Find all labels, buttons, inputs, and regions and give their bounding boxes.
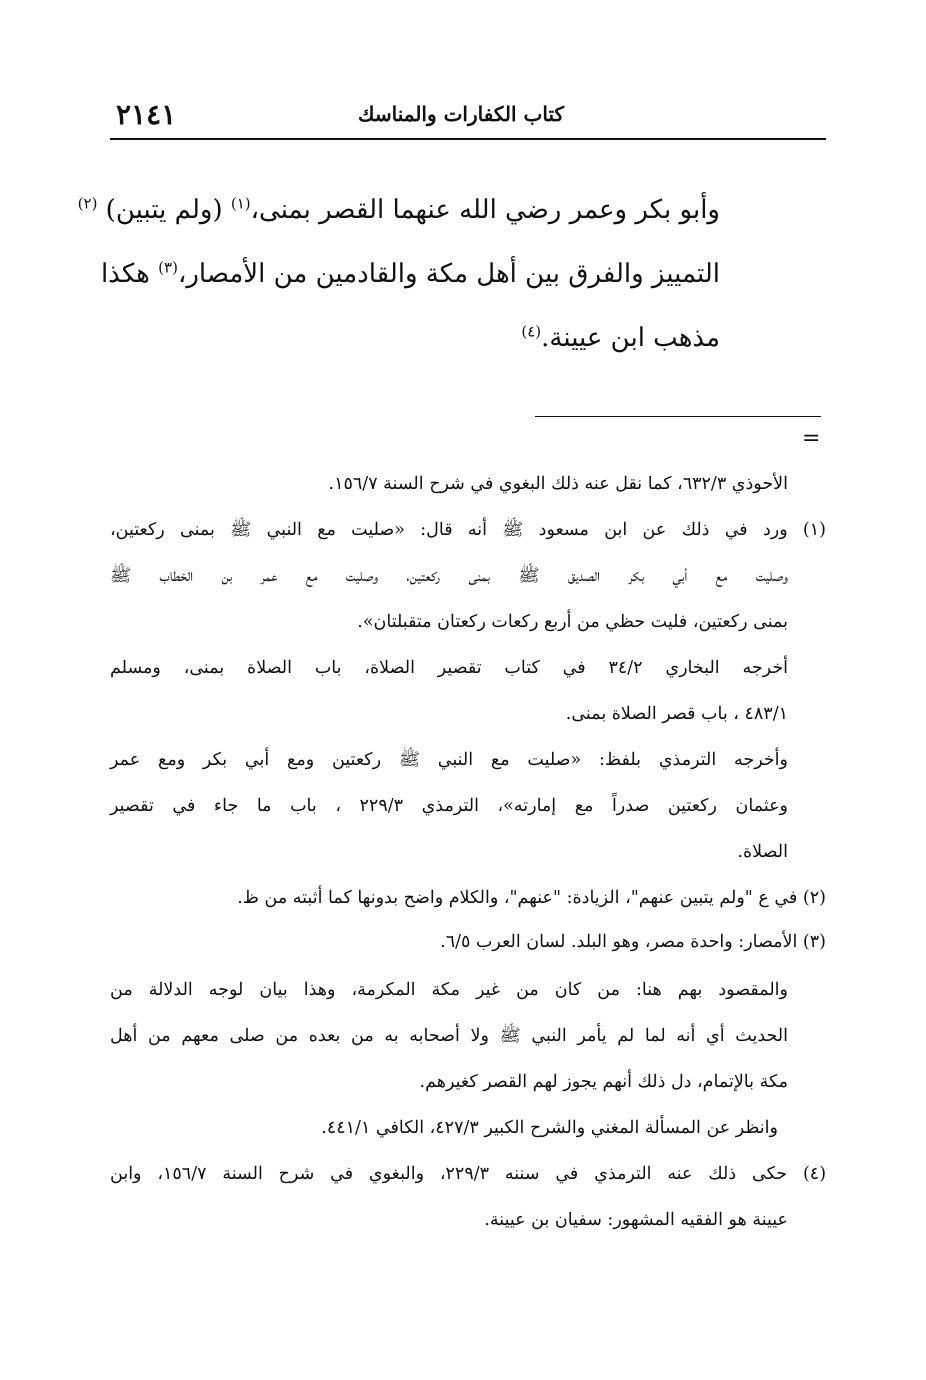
footnote-ref: (٤) — [521, 322, 542, 341]
footnote-line: والمقصود بهم هنا: من كان من غير مكة المكرمة، وهذا بيان لوجه الدلالة من — [110, 980, 788, 1000]
header-rule — [110, 138, 826, 140]
footnote-line: وأخرجه الترمذي بلفظ: «صليت مع النبي ﷺ ركعتين ومع أبي بكر ومع عمر — [110, 750, 788, 770]
page-header — [110, 96, 826, 136]
footnote-ref: (٢) — [77, 194, 98, 213]
main-text-line — [110, 306, 720, 370]
continuation-mark: = — [802, 426, 821, 451]
main-text-line — [100, 242, 720, 306]
footnote-line: مكة بالإتمام، دل ذلك أنهم يجوز لهم القصر كغيرهم. — [419, 1072, 788, 1092]
footnote-line: (٤) حكى ذلك عنه الترمذي في سننه ٢٢٩/٣، والبغوي في شرح السنة ١٥٦/٧، وابن — [110, 1164, 827, 1184]
footnote-line: (٣) الأمصار: واحدة مصر، وهو البلد. لسان العرب ٦/٥. — [440, 932, 826, 952]
page-number: ٢١٤١ — [116, 98, 177, 131]
footnote-line: وصليت مع أبي بكر الصديق ﷺ بمنى ركعتين، وصليت مع عمر بن الخطاب ﷺ — [110, 566, 788, 586]
footnote-line: الحديث أي أنه لما لم يأمر النبي ﷺ ولا أصحابه به من بعده من صلى معهم من أهل — [110, 1026, 788, 1046]
main-text — [77, 178, 720, 370]
footnote-line: ٤٨٣/١ ، باب قصر الصلاة بمنى. — [565, 704, 788, 724]
main-text-segment: مذهب ابن عيينة. — [541, 323, 720, 353]
running-title: كتاب الكفارات والمناسك — [358, 102, 564, 126]
footnote-line: بمنى ركعتين، فليت حظي من أربع ركعات ركعتان متقبلتان». — [357, 612, 788, 632]
footnote-line: عيينة هو الفقيه المشهور: سفيان بن عيينة. — [484, 1210, 788, 1230]
footnote-line: (١) ورد في ذلك عن ابن مسعود ﷺ أنه قال: «صليت مع النبي ﷺ بمنى ركعتين، — [110, 520, 826, 540]
footnote-line: وانظر عن المسألة المغني والشرح الكبير ٤٢٧/٣، الكافي ٤٤١/١. — [321, 1118, 778, 1138]
main-text-segment: التمييز والفرق بين أهل مكة والقادمين من الأمصار، — [177, 259, 720, 289]
footnote-ref: (٣) — [158, 258, 178, 277]
footnote-line: وعثمان ركعتين صدراً مع إمارته»، الترمذي ٢٢٩/٣ ، باب ما جاء في تقصير — [110, 796, 788, 816]
main-text-line — [77, 178, 720, 242]
footnotes — [110, 466, 826, 1248]
footnote-ref: (١) — [230, 194, 251, 213]
main-text-segment: وأبو بكر وعمر رضي الله عنهما القصر بمنى، — [250, 195, 720, 225]
footnote-line: الصلاة. — [737, 842, 788, 862]
footnote-line: الأحوذي ٦٣٢/٣، كما نقل عنه ذلك البغوي في شرح السنة ١٥٦/٧. — [328, 474, 788, 494]
footnote-separator — [535, 416, 821, 417]
footnote-line: أخرجه البخاري ٣٤/٢ في كتاب تقصير الصلاة، باب الصلاة بمنى، ومسلم — [110, 658, 788, 678]
footnote-line: (٢) في ع "ولم يتبين عنهم"، الزيادة: "عنهم"، والكلام واضح بدونها كما أثبته من ظ. — [237, 888, 826, 908]
main-text-segment: (ولم يتبين) — [97, 195, 231, 225]
main-text-segment: هكذا — [100, 259, 159, 289]
